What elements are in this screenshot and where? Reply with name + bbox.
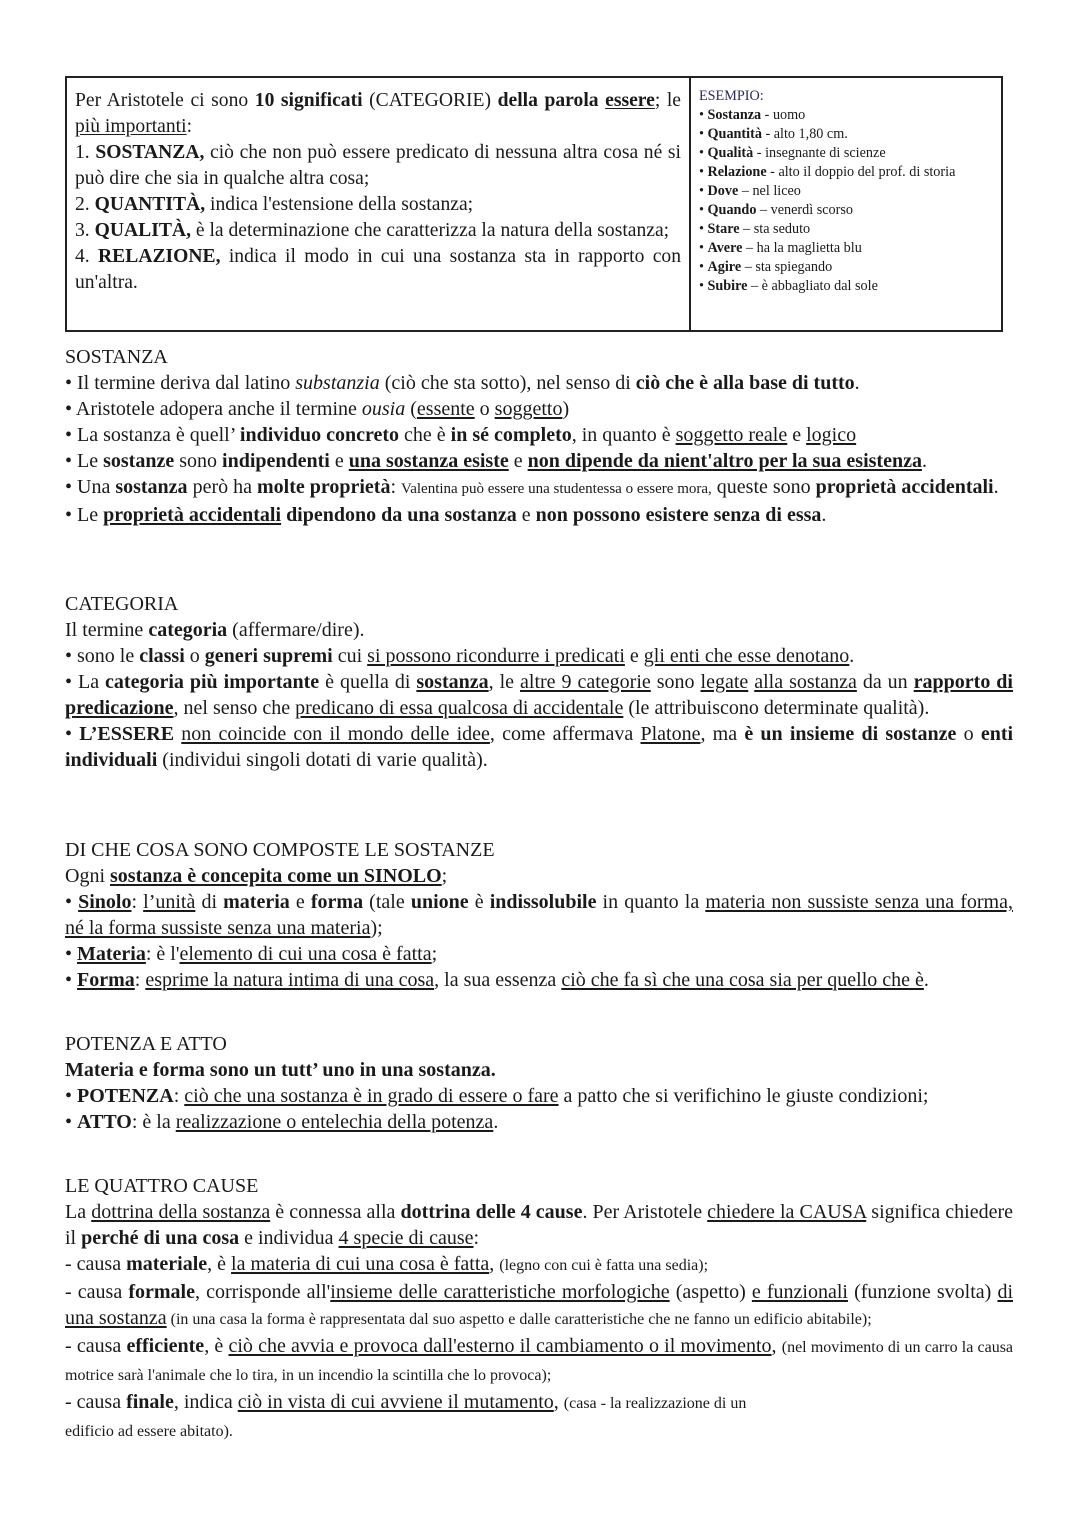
paragraph: • Materia: è l'elemento di cui una cosa è fatta; <box>65 943 438 965</box>
paragraph: • La categoria più importante è quella di sostanza, le altre 9 categorie sono legate alla sostanza da un rapporto di predicazione, nel senso che predicano di essa qualcosa di accidentale (le attribuiscono determinate qualità). <box>65 671 1013 719</box>
categories-intro: Per Aristotele ci sono 10 significati (CATEGORIE) della parola essere; le più importanti: 1. SOSTANZA, ciò che non può essere predicato di nessuna altra cosa né si può dire che sia in qualche altra cosa; 2. QUANTITÀ, indica l'estensione della sostanza; 3. QUALITÀ, è la determinazione che caratterizza la natura della sostanza; 4. RELAZIONE, indica il modo in cui una sostanza sta in rapporto con un'altra. <box>75 90 681 293</box>
example-item: • Avere – ha la maglietta blu <box>699 240 862 256</box>
section-sostanza <box>65 344 1013 528</box>
paragraph: Materia e forma sono un tutt’ uno in una sostanza. <box>65 1059 496 1081</box>
example-item: • Stare – sta seduto <box>699 221 811 237</box>
paragraph: • L’ESSERE non coincide con il mondo delle idee, come affermava Platone, ma è un insieme di sostanze o enti individuali (individui singoli dotati di varie qualità). <box>65 723 1014 771</box>
section-title: SOSTANZA <box>65 346 168 368</box>
paragraph: • Forma: esprime la natura intima di una cosa, la sua essenza ciò che fa sì che una cosa sia per quello che è. <box>65 969 929 991</box>
paragraph: Il termine categoria (affermare/dire). <box>65 619 365 641</box>
paragraph: • Il termine deriva dal latino substanzia (ciò che sta sotto), nel senso di ciò che è alla base di tutto. <box>65 372 860 394</box>
section-potenza-atto <box>65 1031 1013 1135</box>
categories-table <box>65 76 1003 332</box>
paragraph: • La sostanza è quell’ individuo concreto che è in sé completo, in quanto è soggetto reale e logico <box>65 424 857 446</box>
examples-title: ESEMPIO: <box>699 88 764 104</box>
paragraph: • Le proprietà accidentali dipendono da una sostanza e non possono esistere senza di essa. <box>65 504 827 526</box>
example-item: • Quando – venerdì scorso <box>699 202 853 218</box>
example-item: • Dove – nel liceo <box>699 183 801 199</box>
categories-definitions-cell <box>67 78 691 330</box>
example-item: • Sostanza - uomo <box>699 107 806 123</box>
paragraph: Ogni sostanza è concepita come un SINOLO; <box>65 865 448 887</box>
paragraph: - causa efficiente, è ciò che avvia e provoca dall'esterno il cambiamento o il movimento, (nel movimento di un carro la causa motrice sarà l'animale che lo tira, in un incendio la scintilla che lo provoca); <box>65 1335 1014 1384</box>
paragraph: • POTENZA: ciò che una sostanza è in grado di essere o fare a patto che si verifichino le giuste condizioni; <box>65 1085 929 1107</box>
section-title: POTENZA E ATTO <box>65 1033 227 1055</box>
example-item: • Quantità - alto 1,80 cm. <box>699 126 848 142</box>
section-categoria <box>65 591 1013 773</box>
paragraph: • Una sostanza però ha molte proprietà: Valentina può essere una studentessa o essere mora, queste sono proprietà accidentali. <box>65 476 999 498</box>
paragraph: • sono le classi o generi supremi cui si possono ricondurre i predicati e gli enti che esse denotano. <box>65 645 855 667</box>
section-quattro-cause <box>65 1173 1013 1445</box>
section-sinolo <box>65 837 1013 993</box>
section-title: DI CHE COSA SONO COMPOSTE LE SOSTANZE <box>65 839 495 861</box>
section-title: LE QUATTRO CAUSE <box>65 1175 259 1197</box>
examples-cell <box>691 78 1001 330</box>
paragraph: - causa formale, corrisponde all'insieme delle caratteristiche morfologiche (aspetto) e funzionali (funzione svolta) di una sostanza (in una casa la forma è rappresentata dal suo aspetto e dalle caratteristiche che ne fanno un edificio abitabile); <box>65 1281 1013 1329</box>
paragraph: - causa materiale, è la materia di cui una cosa è fatta, (legno con cui è fatta una sedia); <box>65 1253 709 1275</box>
paragraph: • Sinolo: l’unità di materia e forma (tale unione è indissolubile in quanto la materia non sussiste senza una forma, né la forma sussiste senza una materia); <box>65 891 1013 939</box>
example-item: • Qualità - insegnante di scienze <box>699 145 886 161</box>
example-item: • Subire – è abbagliato dal sole <box>699 278 878 294</box>
paragraph: • Aristotele adopera anche il termine ousia (essente o soggetto) <box>65 398 570 420</box>
paragraph: • ATTO: è la realizzazione o entelechia della potenza. <box>65 1111 499 1133</box>
section-title: CATEGORIA <box>65 593 179 615</box>
paragraph: • Le sostanze sono indipendenti e una sostanza esiste e non dipende da nient'altro per la sua esistenza. <box>65 450 927 472</box>
example-item: • Agire – sta spiegando <box>699 259 833 275</box>
paragraph: - causa finale, indica ciò in vista di cui avviene il mutamento, (casa - la realizzazione di un edificio ad essere abitato). <box>65 1391 747 1440</box>
paragraph: La dottrina della sostanza è connessa alla dottrina delle 4 cause. Per Aristotele chiedere la CAUSA significa chiedere il perché di una cosa e individua 4 specie di cause: <box>65 1201 1013 1249</box>
example-item: • Relazione - alto il doppio del prof. di storia <box>699 164 956 180</box>
